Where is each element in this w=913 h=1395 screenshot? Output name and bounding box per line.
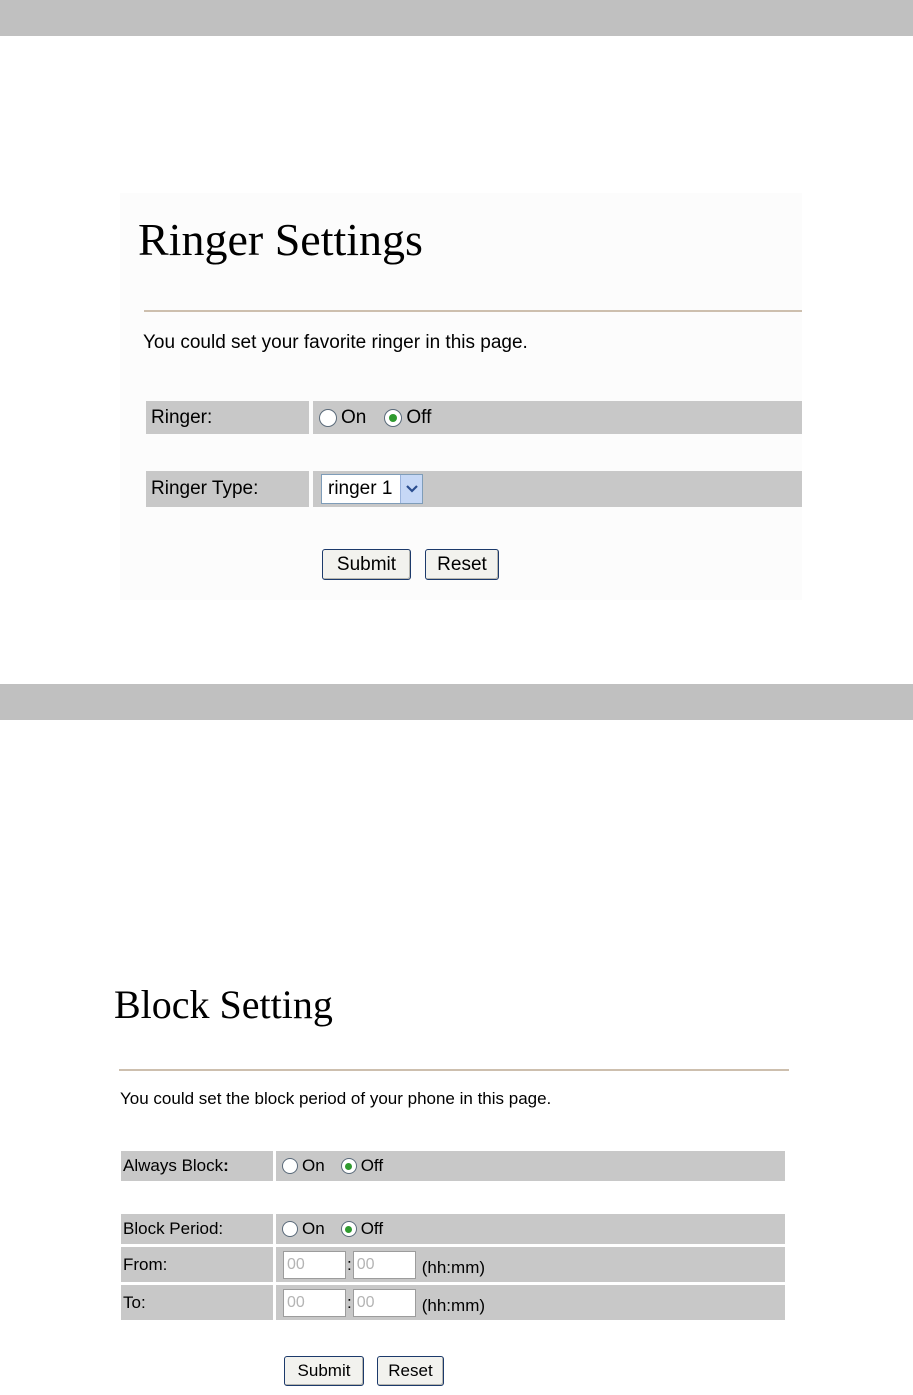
from-label: From: — [123, 1254, 168, 1274]
radio-checked-icon — [341, 1158, 357, 1174]
radio-unchecked-icon — [319, 409, 337, 427]
ringer-type-row — [146, 471, 802, 507]
block-setting-panel — [105, 975, 795, 1395]
always-block-label: Always Block — [123, 1156, 224, 1175]
to-row — [121, 1285, 785, 1320]
reset-button[interactable]: Reset — [425, 549, 499, 580]
from-minute-input[interactable]: 00 — [353, 1251, 416, 1279]
middle-band — [0, 684, 913, 720]
radio-unchecked-icon — [282, 1158, 298, 1174]
radio-unchecked-icon — [282, 1221, 298, 1237]
always-block-colon: : — [223, 1156, 229, 1175]
page-title: Block Setting — [114, 982, 333, 1027]
to-hour-input[interactable]: 00 — [283, 1289, 346, 1317]
submit-button[interactable]: Submit — [284, 1356, 364, 1386]
block-period-on-radio[interactable] — [282, 1219, 325, 1239]
always-block-label-cell — [121, 1151, 273, 1181]
title-divider — [119, 1069, 789, 1071]
ringer-row — [146, 401, 802, 434]
page-title: Ringer Settings — [138, 214, 423, 265]
radio-checked-icon — [341, 1221, 357, 1237]
to-value-cell — [276, 1285, 785, 1320]
radio-dot — [389, 414, 397, 422]
from-row — [121, 1247, 785, 1282]
time-format-hint: (hh:mm) — [421, 1257, 486, 1277]
ringer-type-label: Ringer Type: — [151, 478, 259, 499]
from-hour-input[interactable]: 00 — [283, 1251, 346, 1279]
chevron-down-icon[interactable] — [400, 475, 422, 503]
radio-checked-icon — [384, 409, 402, 427]
ringer-type-value: ringer 1 — [328, 478, 393, 499]
block-period-off-radio[interactable] — [341, 1219, 383, 1239]
to-label: To: — [123, 1292, 146, 1312]
ringer-off-radio[interactable] — [384, 407, 431, 429]
from-label-cell — [121, 1247, 273, 1282]
block-period-off-label: Off — [360, 1219, 384, 1238]
page-description: You could set the block period of your phone in this page. — [120, 1089, 552, 1108]
block-period-value-cell — [276, 1214, 785, 1244]
ringer-off-label: Off — [406, 406, 432, 428]
always-block-on-radio[interactable] — [282, 1156, 325, 1176]
from-value-cell — [276, 1247, 785, 1282]
ringer-label-cell — [146, 401, 309, 434]
block-period-row — [121, 1214, 785, 1244]
ringer-type-label-cell — [146, 471, 309, 507]
time-separator: : — [347, 1292, 352, 1312]
ringer-type-select[interactable] — [321, 474, 423, 504]
submit-button[interactable]: Submit — [322, 549, 411, 580]
always-block-off-label: Off — [360, 1156, 384, 1175]
ringer-on-radio[interactable] — [319, 407, 366, 429]
to-label-cell — [121, 1285, 273, 1320]
always-block-value-cell — [276, 1151, 785, 1181]
block-period-on-label: On — [302, 1219, 325, 1238]
ringer-type-value-cell — [313, 471, 802, 507]
radio-dot — [345, 1226, 352, 1233]
title-divider — [144, 310, 802, 312]
reset-button[interactable]: Reset — [377, 1356, 444, 1386]
ringer-on-label: On — [341, 406, 367, 428]
radio-dot — [345, 1163, 352, 1170]
always-block-row — [121, 1151, 785, 1181]
always-block-off-radio[interactable] — [341, 1156, 383, 1176]
ringer-settings-panel — [120, 193, 802, 600]
time-separator: : — [347, 1254, 352, 1274]
ringer-value-cell — [313, 401, 802, 434]
page-description: You could set your favorite ringer in this page. — [143, 332, 528, 353]
block-period-label-cell — [121, 1214, 273, 1244]
top-band — [0, 0, 913, 36]
to-minute-input[interactable]: 00 — [353, 1289, 416, 1317]
ringer-label: Ringer: — [151, 406, 213, 428]
time-format-hint: (hh:mm) — [421, 1295, 486, 1315]
always-block-on-label: On — [302, 1156, 325, 1175]
block-period-label: Block Period: — [123, 1219, 224, 1238]
